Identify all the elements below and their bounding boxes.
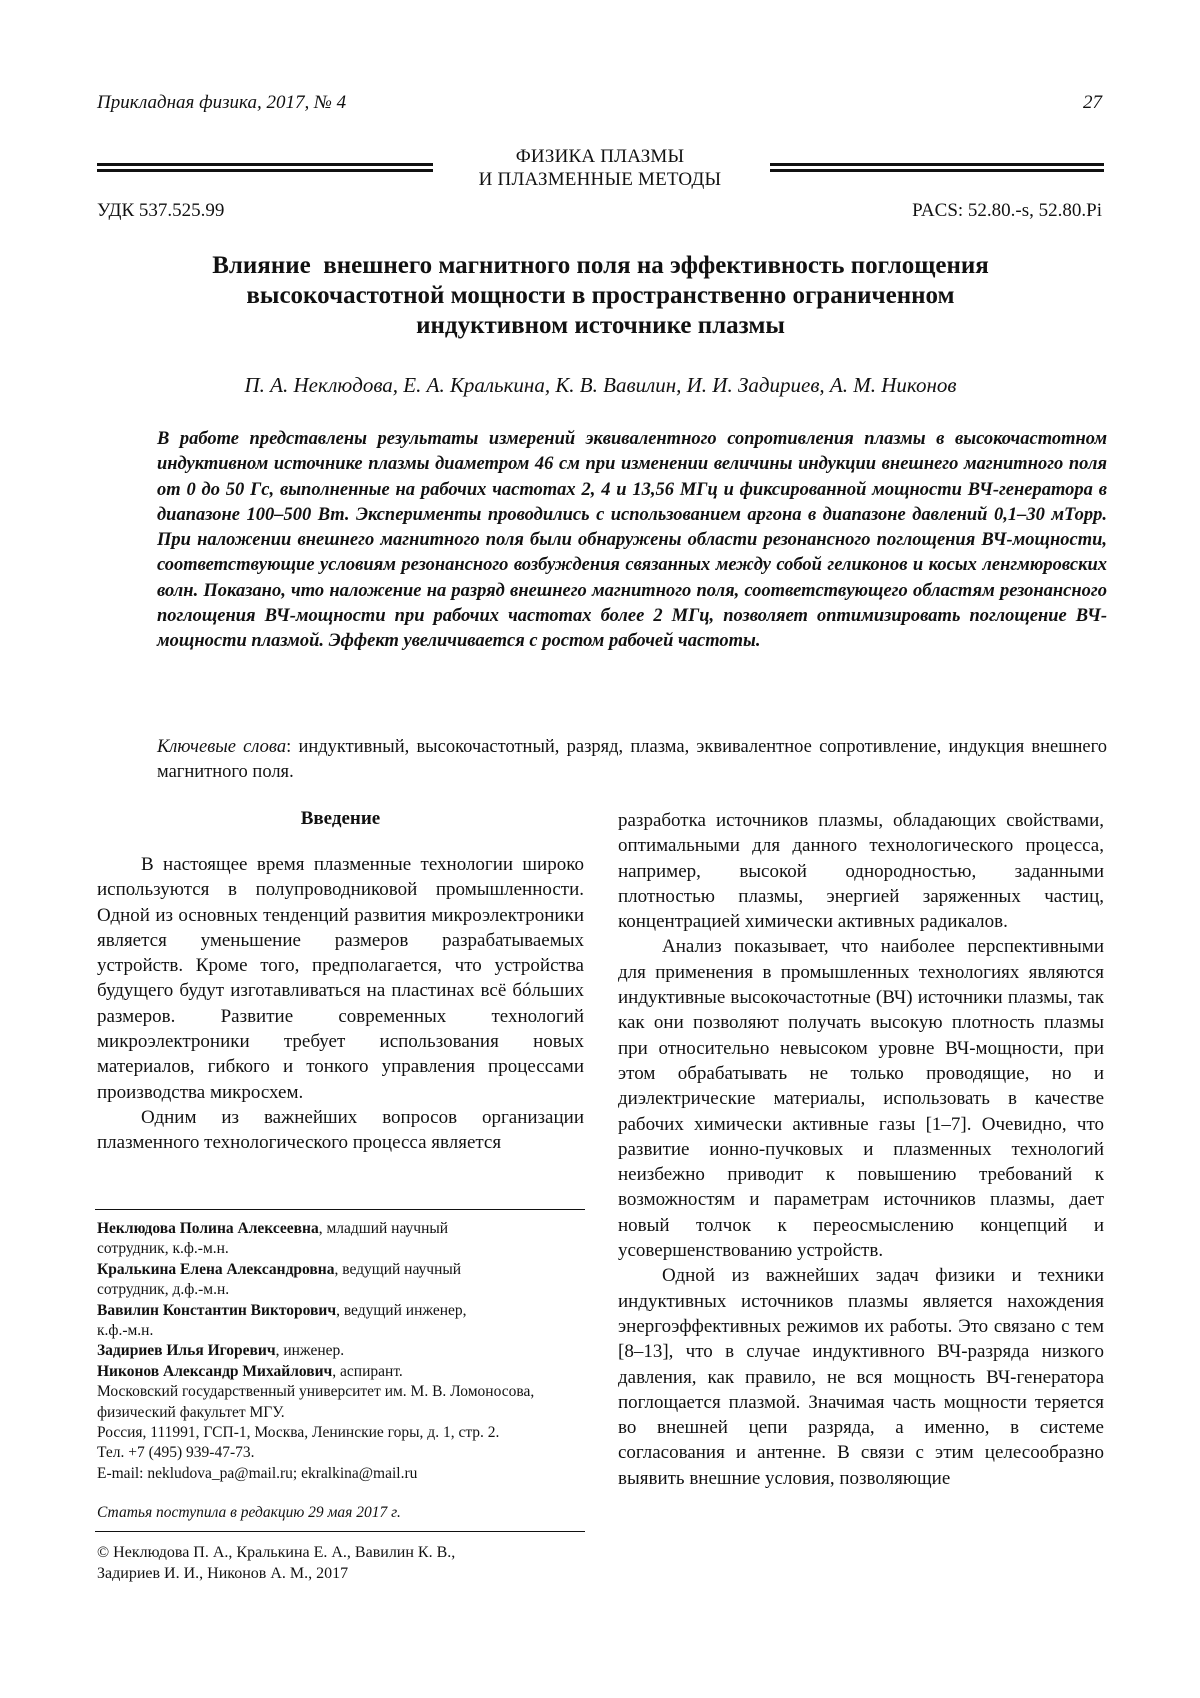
article-authors: П. А. Неклюдова, Е. А. Кралькина, К. В. Вавилин, И. И. Задириев, А. М. Никонов [244,373,957,397]
paragraph: Одним из важнейших вопросов организации плазменного технологического процесса является [97,1106,584,1154]
keywords-list: : индуктивный, высокочастотный, разряд, плазма, эквивалентное сопротивление, индукция внешнего магнитного поля. [157,737,1108,782]
affiliation: Московский государственный университет им. М. В. Ломоносова, [97,1383,535,1401]
section-label-line2: И ПЛАЗМЕННЫЕ МЕТОДЫ [478,169,722,190]
paragraph: В настоящее время плазменные технологии широко используются в полупроводниковой промышленности. Одной из основных тенденций развития микроэлектроники является уменьшение размеров разрабатываемых устройств. Кроме того, предполагается, что устройства будущего будут изготавливаться на пластинах всё бóльших размеров. Развитие современных технологий микроэлектроники требует использования новых материалов, гибкого и тонкого управления процессами производства микросхем. [97,854,584,1103]
abstract-text: В работе представлены результаты измерений эквивалентного сопротивления плазмы в высокочастотном индуктивном источнике плазмы диаметром 46 см при изменении величины индукции внешнего магнитного поля от 0 до 50 Гс, выполненные на рабочих частотах 2, 4 и 13,56 МГц и фиксированной мощности ВЧ-генератора в диапазоне 100–500 Вт. Эксперименты проводились с использованием аргона в диапазоне давлений 0,1–30 мТорр. При наложении внешнего магнитного поля были обнаружены области резонансного поглощения ВЧ-мощности, соответствующие условиям резонансного возбуждения связанных между собой геликонов и косых ленгмюровских волн. Показано, что наложение на разряд внешнего магнитного поля, соответствующего областям резонансного поглощения ВЧ-мощности при рабочих частотах более 2 МГц, позволяет оптимизировать поглощение ВЧ-мощности плазмой. Эффект увеличивается с ростом рабочей частоты. [157,429,1107,652]
author-name: Никонов Александр Михайлович [97,1362,333,1380]
article-title [97,251,1104,341]
udk-code: УДК 537.525.99 [97,200,225,221]
copyright: © Неклюдова П. А., Кралькина Е. А., Вавилин К. В., Задириев И. И., Никонов А. М., 2017 [97,1544,456,1582]
left-column [97,852,584,1156]
email: E-mail: nekludova_pa@mail.ru; ekralkina@mail.ru [97,1464,418,1482]
received-date: Статья поступила в редакцию 29 мая 2017 г. [97,1504,401,1521]
phone: Тел. +7 (495) 939-47-73. [97,1444,255,1462]
author-name: Вавилин Константин Викторович [97,1301,337,1319]
affiliation: физический факультет МГУ. [97,1403,285,1421]
abstract [157,427,1107,655]
title-line-2: высокочастотной мощности в пространственно ограниченном [246,282,955,309]
page-number: 27 [1083,92,1102,113]
keywords-label: Ключевые слова [157,737,287,757]
section-label [0,145,1200,191]
copyright-divider [95,1531,585,1532]
pacs-code: PACS: 52.80.-s, 52.80.Pi [912,200,1102,221]
section-label-line1: ФИЗИКА ПЛАЗМЫ [515,146,685,167]
running-head-journal: Прикладная физика, 2017, № 4 [97,92,347,113]
author-name: Задириев Илья Игоревич [97,1342,276,1360]
paragraph: разработка источников плазмы, обладающих свойствами, оптимальными для данного технологического процесса, например, высокой однородностью, заданными плотностью плазмы, энергией заряженных частиц, концентрацией химически активных радикалов. [618,810,1104,933]
address: Россия, 111991, ГСП-1, Москва, Ленинские горы, д. 1, стр. 2. [97,1424,500,1442]
introduction-heading: Введение [300,808,381,829]
author-name: Кралькина Елена Александровна [97,1260,335,1278]
right-column [618,808,1104,1491]
paragraph: Одной из важнейших задач физики и техники индуктивных источников плазмы является нахождения энергоэффективных режимов их работы. Это связано с тем [8–13], что в случае индуктивного ВЧ-разряда низкого давления, как правило, не вся мощность ВЧ-генератора поглощается плазмой. Значимая часть мощности теряется во внешней цепи разряда, а именно, в системе согласования и антенне. В связи с этим целесообразно выявить внешние условия, позволяющие [618,1265,1104,1489]
paragraph: Анализ показывает, что наиболее перспективными для применения в промышленных технологиях являются индуктивные высокочастотные (ВЧ) источники плазмы, так как они позволяют получать высокую плотность плазмы при относительно невысоком уровне ВЧ-мощности, при этом обрабатывать не только проводящие, но и диэлектрические материалы, использовать в качестве рабочих химически активные газы [1–7]. Очевидно, что развитие ионно-пучковых и плазменных технологий неизбежно приводит к повышению требований к возможностям и параметрам источников плазмы, дает новый толчок к переосмыслению концепций и усовершенствованию устройств. [618,936,1104,1262]
footnote-divider [95,1209,585,1210]
title-line-3: индуктивном источнике плазмы [416,312,785,339]
title-line-1: Влияние внешнего магнитного поля на эффективность поглощения [212,252,989,279]
keywords [157,735,1107,785]
author-name: Неклюдова Полина Алексеевна [97,1220,319,1237]
author-info-footnote: Неклюдова Полина Алексеевна, младший научный сотрудник, к.ф.-м.н. Кралькина Елена Александровна, ведущий научный сотрудник, д.ф.-м.н. Вавилин Константин Викторович, ведущий инженер, к.ф.-м.н. Задириев Илья Игоревич, инженер. Никонов Александр Михайлович, аспирант. Московский государственный университет им. М. В. Ломоносова, физический факультет МГУ. Россия, 111991, ГСП-1, Москва, Ленинские горы, д. 1, стр. 2. Тел. +7 (495) 939-47-73. E-mail: nekludova_pa@mail.ru; ekralkina@mail.ru [97,1219,584,1484]
